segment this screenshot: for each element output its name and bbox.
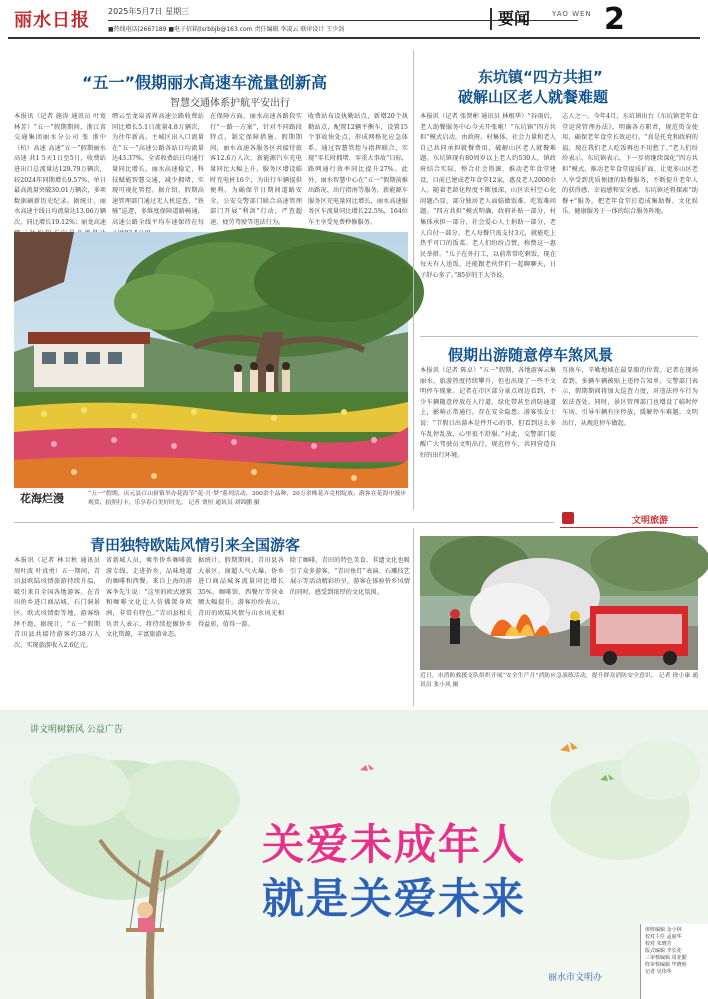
article3-title: 假期出游随意停车煞风景 [448, 346, 614, 364]
section-title: 要闻 [498, 9, 531, 28]
article1-subtitle: 智慧交通体系护航平安出行 [170, 98, 290, 109]
article1-title: “五一”假期丽水高速车流量创新高 [82, 73, 328, 92]
tag-icon [562, 512, 574, 524]
staff-credit-row: 校对主任 孟丽华 [645, 934, 682, 940]
staff-credit-row: 三审核编辑 周亚勤 [645, 955, 687, 961]
section-separator [490, 8, 492, 30]
article1-col3: 在保障方面，丽水高速各路段实行“一路一方案”，针对不同路段特点，制定保障措施。假期期间，丽水高速各服务区共接待旅客12.6万人次，新能源汽车充电量同比大幅上升，服务区增设临时充电桩16个，为出行车辆提供便利。为确保节日期间道路安全，公安交警部门联合高速管理部门开展“利剑”行动，严查超速、疲劳驾驶等违法行为。 [210, 113, 302, 226]
photo1-tag: 花海烂漫 [20, 492, 64, 505]
article4-col4: 除了咖啡，青田的特色美食、非遗文化也吸引了众多游客。“青田鱼灯”表演、石雕技艺展示等活动精彩纷呈。游客在体验侨乡风情的同时，感受到浓厚的文化氛围。 [290, 557, 410, 596]
article3-rule [420, 336, 698, 337]
civilized-travel-tag [560, 510, 698, 528]
ad-sponsor: 丽水市文明办 [548, 973, 603, 983]
article3-col1: 本报讯（记者 陈卓）“五一”假期，各地游客云集丽水，旅游热度持续攀升，但也出现了一些不文明停车现象。记者在市区部分景点周边看到，不少车辆随意停放在人行道、绿化带甚至消防通道上，影响正常通行，存在安全隐患。游客张女士说：“节假日出游本是件开心的事，但看到这么多车乱停乱放，心里很不舒服。”对此，交警部门提醒广大驾驶员文明出行，规范停车，共同营造良好的出行环境。 [420, 367, 556, 459]
article4-title: 青田独特欧陆风情引来全国游客 [90, 536, 301, 554]
column-divider-2 [413, 528, 414, 706]
mid-rule [14, 522, 554, 523]
article2-col2: 志人之一。今年4月，东坑镇出台《东坑镇老年食堂运营管理办法》，明确各方职责，规范资金使用，确保老年食堂长效运行。“真是托党和政府的福，现在我们老人吃饭再也不用愁了。”老人们纷纷表示。东坑镇表示，下一步将继续深化“四方共担”模式，推动老年食堂提质扩面，让更多山区老人享受到优质便捷的助餐服务，不断提升老年人的获得感、幸福感和安全感。东坑镇还将探索“助餐+”服务，把老年食堂打造成集助餐、文化娱乐、健康服务于一体的综合服务阵地。 [562, 113, 698, 216]
article4-col2: 省新城人员，乘坐侨乡咖啡旅游专线，走进侨乡，品味地道的咖啡和西餐。来自上海的游客李先生说：“这里的欧式建筑和咖啡文化让人仿佛置身欧洲，非常有特色。”青田县相关负责人表示，将持续挖掘侨乡文化资源，丰富旅游业态。 [106, 557, 192, 639]
article2-title: 东坑镇“四方共担” [478, 68, 603, 86]
article1-col1: 本报讯（记者 施涛 通讯员 叶宽 林芳）“五一”假期期间，浙江省交通集团丽水分公司 张 浙中 （杭）高速 高速“五一”假期丽水高速 共1 5天1日至5日，收费站进出口总流量达129.79万辆次，较2024年同期增长9.57%，单日最高流量突破30.01万辆次，多项数据刷新历史纪录。据统计，丽水高速主线日均流量达13.06万辆次，同比增长19.12%；丽龙高速 [14, 113, 106, 226]
section-title-en: YAO WEN [552, 10, 592, 18]
staff-credits-box [640, 924, 708, 999]
article2-title-line2: 破解山区老人就餐难题 [458, 88, 609, 106]
column-divider [413, 50, 414, 510]
article4-col3: 据统计，假期期间，青田县各大景区、商超人气火爆，侨乡进口商品城客流量同比增长35%，咖啡馆、西餐厅等营业额大幅提升。游客纷纷表示，青田的欧陆风情与山水风光相得益彰，值得一游。 [198, 557, 284, 628]
staff-credit-row: 值班编辑 金小林 [645, 927, 682, 933]
page-number: 2 [604, 2, 625, 37]
civilized-travel-label: 文明旅游 [632, 516, 669, 526]
article3-col2: 互换车，辛勤地域在最显眼的位置。记者在现场看到，多辆车辆被贴上违停告知单。交警部门表示，假期期间将加大巡查力度，对违法停车行为依法查处。同时，景区管理部门也增设了临时停车场，引导车辆有序停放，缓解停车难题。文明出行，从规范停车做起。 [562, 367, 698, 427]
ad-slogan-line1: 关爱未成年人 [262, 820, 527, 869]
photo2-caption: 近日，市消防救援支队组织开展“安全生产月”消防应急演练活动，提升群众消防安全意识。 记者 徐小康 通讯员 张小凤 摄 [420, 673, 698, 688]
article4-col1: 本报讯（记者 林卫秋 通讯员 周叶波 叶真勇）五一期间，青田县欧陆风情旅游持续升温，吸引来自全国各地游客。在青田侨乡进口商品城、石门洞景区、欧式风情街等地，游客络绎不绝。据统计，“五一”假期青田县共接待游客约38万人次，实现旅游收入2.6亿元。 [14, 557, 100, 649]
top-rule [8, 37, 700, 39]
ad-header-label: 讲文明树新风 公益广告 [30, 725, 123, 735]
article2-col1: 本报讯（记者 张贤彬 通讯员 林根华）“谷雨后，老人助餐服务中心今天开张啦！”东坑镇“四方共担”模式启动，由政府、村集体、社会力量和老人自己共同承担就餐费用，破解山区老人就餐难题。东坑镇现有80周岁以上老人约530人，镇政府结合实际，整合社会资源，推动老年食堂建设，目前已建成老年食堂12家，惠及老人2000余人。随着老龄化程度不断加深，山区农村空心化问题凸显，部分独居老人面临做饭难、吃饭难问题。“四方共担”模式明确，政府补贴一部分，村集体承担一部分，社会爱心人士捐助一部分，老人自付一部分。老人每餐只需支付3元，就能吃上热乎可口的饭菜。老人们纷纷点赞，称赞这一惠民举措。“儿子在外打工，以前常常吃剩饭，现在每天有人送饭，还能跟老伙伴们一起聊聊天，日子舒心多了。”85岁的王大爷说。 [420, 113, 556, 279]
article1-col4: 收费站布设执勤站点，新增20个执勤站点，配置12辆平衡车，设置15个事故快处点，形成网格化应急体系。通过智慧管控与指挥联合，实现“零长时拥堵、零重大事故”目标，路网通行效率同比提升27%。此外，丽水智慧中心在“五一”假期前推出路况、出行指南等服务，新能源车服务区充电量同比增长，丽水高速服务区车流量同比增长22.5%，164位车主享受免费秒修服务。 [308, 113, 408, 226]
newspaper-logo: 丽水日报 [14, 10, 90, 31]
header-info: ■热线电话|2667189 ■电子信箱|lsrbbjb@163.com 责任编辑 李凌云 联审设计 王少剑 [108, 26, 345, 33]
ad-slogan-line2: 就是关爱未来 [262, 874, 527, 923]
issue-date: 2025年5月7日 星期三 [108, 7, 190, 16]
article1-col2: 缙云至龙泉省界高速公路收费站同比增长5.1日流量4.8万辆次，为往年新高。主城区出入口流量在“五一”高速公路各站日均流量达43.37%。全省收费站日均通行量同比增长。丽水高速稳定，科技赋能智慧交通，减少拥堵，实现可视化管控。据介绍，假期高速管理部门通过无人机巡查、“铁骑”巡逻，多维度保障道路畅通，高速公路全线平均车速保持在每 [112, 113, 204, 226]
staff-credit-row: 版式编辑 李长花 [645, 948, 682, 954]
staff-credit-row: 终审核编辑 毕晓明 [645, 962, 687, 968]
photo1-caption: “五一”假期，庆元县百山祖镇举办花海节“花·月·梦”系列活动，300余个品种、20万余株花卉竞相绽放。游客在花海中漫步观赏、拍照打卡，乐享春日美好时光。 记者 贾恒 通讯员 刘锦鹏 摄 [88, 491, 406, 506]
flower-garden-photo [14, 232, 408, 488]
staff-credit-row: 校对 朱晓芳 [645, 941, 672, 947]
fire-drill-photo [420, 536, 698, 670]
staff-credit-row: 记者 吴伟华 [645, 969, 672, 975]
